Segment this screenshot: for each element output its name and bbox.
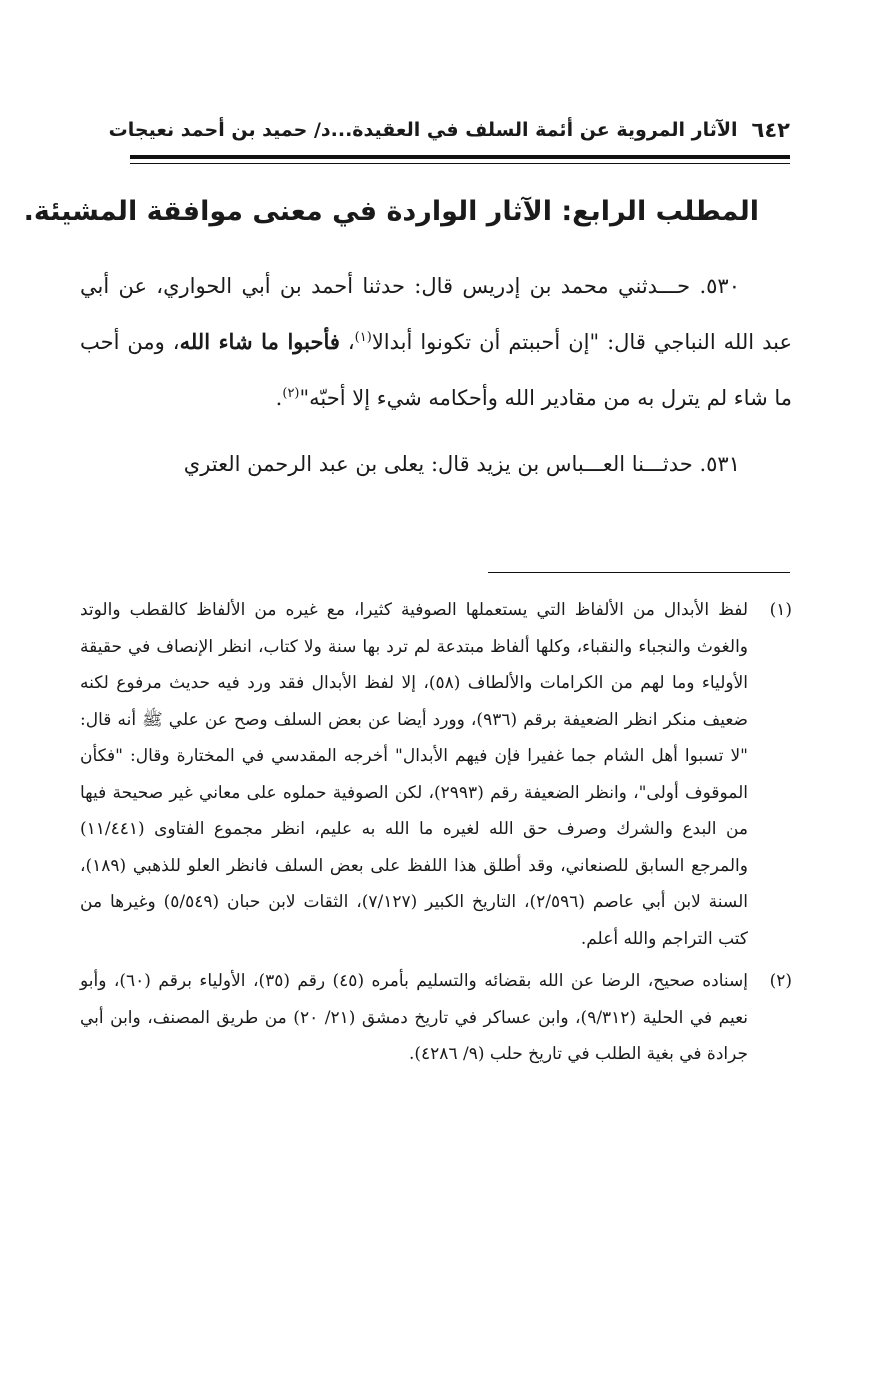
header-rule-thin (130, 163, 790, 164)
narration-text: حدثـــنا العـــباس بن يزيد قال: يعلى بن عبد الرحمن العتري (183, 452, 693, 476)
section-title: المطلب الرابع: الآثار الواردة في معنى موافقة المشيئة. (23, 196, 759, 227)
footnote-reference: (١) (354, 330, 372, 345)
narration-text: ، ومن أحب ما شاء لم يترل به من مقادير الله وأحكامه شيء إلا أحبّه" (80, 330, 792, 410)
footnote-2 (80, 963, 792, 1073)
narration-text: ، (339, 330, 355, 354)
footnote-text: لفظ الأبدال من الألفاظ التي يستعملها الصوفية كثيرا، مع غيره من الألفاظ كالقطب والوتد والغوث والنجباء والنقباء، وكلها ألفاظ مبتدعة لم ترد بها سنة ولا كتاب، انظر الإنصاف في حقيقة الأولياء وما لهم من الكرامات والألطاف (٥٨)، إلا لفظ الأبدال فقد ورد فيه حديث مرفوع لكنه ضعيف منكر انظر الضعيفة برقم (٩٣٦)، وورد أيضا عن بعض السلف وصح عن علي ﷺ أنه قال: "لا تسبوا أهل الشام جما غفيرا فإن فيهم الأبدال" أخرجه المقدسي في المختارة وقال: "فكأن الموقوف أولى"، وانظر الضعيفة رقم (٢٩٩٣)، لكن الصوفية حملوه على معاني غير صحيحة فيها من البدع والشرك وصرف حق الله لغيره ما الله به عليم، انظر مجموع الفتاوى (١١/٤٤١) والمرجع السابق للصنعاني، وقد أطلق هذا اللفظ على بعض السلف فانظر العلو للذهبي (١٨٩)، السنة لابن أبي عاصم (٢/٥٩٦)، التاريخ الكبير (٧/١٢٧)، الثقات لابن حبان (٥/٥٤٩) وغيرها من كتب التراجم والله أعلم. (80, 600, 748, 949)
running-title: الآثار المروية عن أئمة السلف في العقيدة...د/ حميد بن أحمد نعيجات (108, 119, 738, 141)
footnote-marker: (١) (769, 600, 792, 620)
footnote-marker: (٢) (769, 971, 792, 991)
narration-text: . (275, 386, 283, 410)
narration-bold-text: فأحبوا ما شاء الله (179, 329, 340, 354)
body-text (80, 258, 792, 492)
narration-text: حـــدثني محمد بن إدريس قال: حدثنا أحمد بن أبي الحواري، عن أبي عبد الله النباجي قال: "إن أحببتم أن تكونوا أبدالا (80, 274, 792, 354)
footnotes (80, 592, 792, 1073)
header-rule-thick (130, 155, 790, 159)
narration-number: ٥٣٠. (699, 274, 740, 298)
narration-number: ٥٣١. (699, 452, 740, 476)
footnote-separator (488, 572, 790, 573)
narration-530 (80, 258, 792, 426)
running-header (108, 110, 790, 150)
footnote-1 (80, 592, 792, 957)
footnote-reference: (٢) (282, 386, 300, 401)
narration-531 (80, 436, 792, 492)
footnote-text: إسناده صحيح، الرضا عن الله بقضائه والتسليم بأمره (٤٥) رقم (٣٥)، الأولياء برقم (٦٠)، وأبو نعيم في الحلية (٩/٣١٢)، وابن عساكر في تاريخ دمشق (٢١/ ٢٠) من طريق المصنف، وابن أبي جرادة في بغية الطلب في تاريخ حلب (٩/ ٤٢٨٦). (80, 971, 749, 1064)
page-number: ٦٤٢ (751, 118, 790, 142)
